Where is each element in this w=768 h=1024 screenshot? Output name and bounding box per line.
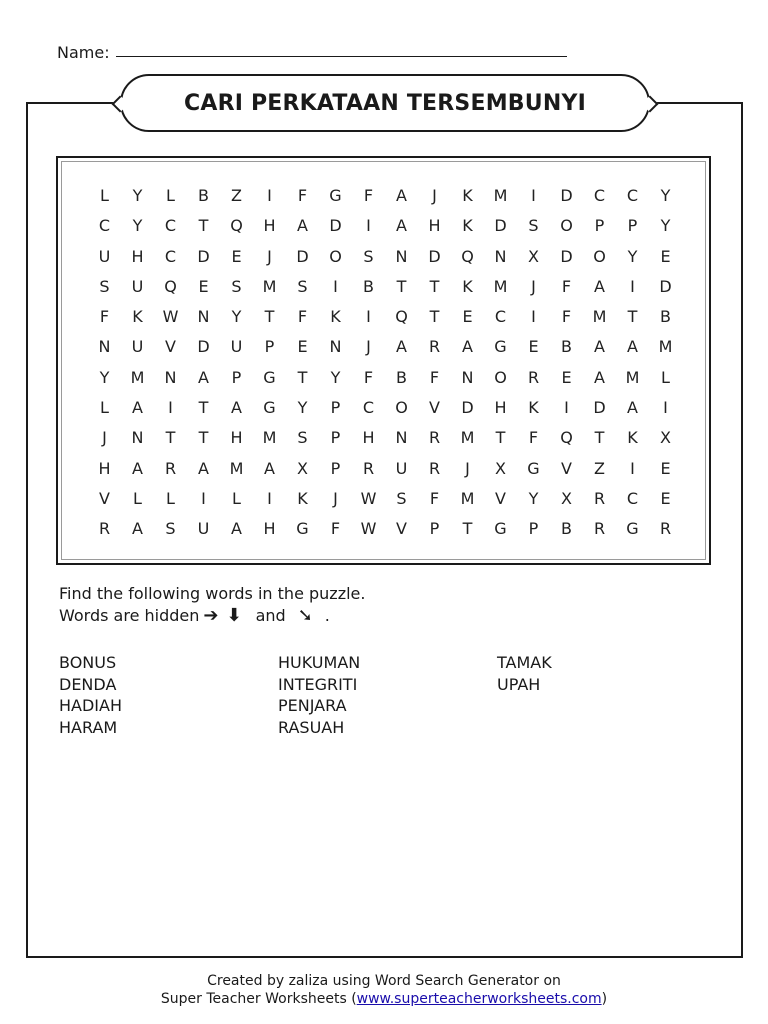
grid-letter: M xyxy=(592,307,607,327)
grid-letter: M xyxy=(262,428,277,448)
grid-letter: M xyxy=(229,458,244,478)
grid-letter: R xyxy=(593,488,606,508)
grid-letter: K xyxy=(132,307,143,327)
word-item: RASUAH xyxy=(278,717,345,737)
grid-letter: F xyxy=(429,488,440,508)
grid-letter: Y xyxy=(528,488,539,508)
grid-letter: I xyxy=(366,216,371,236)
grid-letter: T xyxy=(264,307,275,327)
word-item: HADIAH xyxy=(59,696,122,715)
word-item: PENJARA xyxy=(278,696,347,715)
grid-letter: D xyxy=(197,337,210,357)
footer xyxy=(0,972,768,1008)
grid-letter: H xyxy=(263,519,276,539)
grid-letter: L xyxy=(661,367,670,387)
footer-line-2 xyxy=(0,990,768,1008)
grid-letter: H xyxy=(131,246,144,266)
grid-letter: A xyxy=(594,367,605,387)
grid-letter: D xyxy=(461,398,474,418)
grid-letter: M xyxy=(493,276,508,296)
word-item: DENDA xyxy=(59,674,117,694)
grid-letter: Y xyxy=(627,246,638,266)
name-field-row xyxy=(57,38,567,62)
grid-letter: L xyxy=(232,488,241,508)
grid-letter: S xyxy=(297,276,308,296)
grid-letter: F xyxy=(561,307,572,327)
footer-link[interactable]: www.superteacherworksheets.com xyxy=(356,991,602,1007)
word-item: UPAH xyxy=(497,674,541,694)
grid-letter: E xyxy=(561,367,572,387)
grid-letter: M xyxy=(460,428,475,448)
grid-letter: F xyxy=(363,367,374,387)
grid-letter: S xyxy=(297,428,308,448)
grid-letter: G xyxy=(494,519,507,539)
grid-letter: F xyxy=(363,186,374,205)
grid-letter: I xyxy=(531,307,536,327)
grid-letter: X xyxy=(297,458,308,478)
grid-letter: A xyxy=(132,398,143,418)
grid-letter: A xyxy=(594,337,605,357)
grid-letter: H xyxy=(230,428,243,448)
grid-letter: E xyxy=(231,246,242,266)
grid-letter: I xyxy=(630,276,635,296)
grid-letter: G xyxy=(494,337,507,357)
word-item: HUKUMAN xyxy=(278,653,361,672)
arrow-down-icon: ⬇ xyxy=(226,605,242,626)
grid-letter: S xyxy=(99,276,110,296)
grid-letter: J xyxy=(465,458,470,478)
grid-letter: V xyxy=(99,488,110,508)
grid-letter: T xyxy=(429,276,440,296)
grid-letter: U xyxy=(230,337,243,357)
grid-letter: I xyxy=(168,398,173,418)
grid-letter: O xyxy=(494,367,507,387)
grid-letter: O xyxy=(329,246,342,266)
grid-letter: T xyxy=(198,428,209,448)
grid-letter: F xyxy=(561,276,572,296)
grid-letter: Q xyxy=(230,216,243,236)
name-label: Name: xyxy=(57,43,110,62)
grid-letter: K xyxy=(297,488,308,508)
grid-letter: S xyxy=(528,216,539,236)
grid-letter: R xyxy=(428,458,441,478)
grid-letter: E xyxy=(198,276,209,296)
grid-letter: D xyxy=(659,276,672,296)
grid-letter: I xyxy=(267,186,272,205)
grid-letter: C xyxy=(164,246,177,266)
grid-letter: T xyxy=(396,276,407,296)
grid-letter: K xyxy=(330,307,341,327)
grid-letter: I xyxy=(333,276,338,296)
grid-letter: T xyxy=(198,398,209,418)
grid-letter: A xyxy=(627,337,638,357)
grid-letter: I xyxy=(267,488,272,508)
grid-letter: F xyxy=(297,307,308,327)
grid-letter: A xyxy=(396,186,407,205)
grid-letter: M xyxy=(658,337,673,357)
word-column xyxy=(497,652,716,738)
grid-letter: D xyxy=(329,216,342,236)
page-title: CARI PERKATAAN TERSEMBUNYI xyxy=(184,90,586,116)
grid-letter: P xyxy=(627,216,638,236)
grid-letter: J xyxy=(102,428,107,448)
grid-letter: C xyxy=(626,186,639,205)
grid-letter: C xyxy=(98,216,111,236)
grid-letter: C xyxy=(362,398,375,418)
grid-letter: T xyxy=(297,367,308,387)
grid-letter: P xyxy=(330,398,341,418)
grid-letter: R xyxy=(98,519,111,539)
grid-letter: R xyxy=(659,519,672,539)
grid-letter: B xyxy=(561,519,572,539)
grid-letter: C xyxy=(164,216,177,236)
grid-letter: B xyxy=(363,276,374,296)
grid-letter: P xyxy=(330,428,341,448)
grid-letter: A xyxy=(198,458,209,478)
grid-letter: R xyxy=(362,458,375,478)
grid-letter: R xyxy=(593,519,606,539)
instructions-line-1: Find the following words in the puzzle. xyxy=(59,584,366,603)
frame-top-left xyxy=(26,102,122,104)
grid-letter: B xyxy=(660,307,671,327)
grid-letter: S xyxy=(165,519,176,539)
grid-letter: P xyxy=(429,519,440,539)
grid-letter: M xyxy=(625,367,640,387)
grid-letter: H xyxy=(494,398,507,418)
grid-letter: G xyxy=(263,367,276,387)
grid-letter: V xyxy=(495,488,506,508)
grid-letter: H xyxy=(362,428,375,448)
word-column xyxy=(59,652,278,738)
grid-letter: Q xyxy=(560,428,573,448)
grid-letter: L xyxy=(166,488,175,508)
grid-letter: N xyxy=(329,337,342,357)
instructions-and: and xyxy=(255,606,286,625)
grid-letter: S xyxy=(363,246,374,266)
frame-top-right xyxy=(648,102,743,104)
grid-letter: K xyxy=(528,398,539,418)
grid-letter: G xyxy=(527,458,540,478)
grid-letter: S xyxy=(231,276,242,296)
grid-letter: A xyxy=(462,337,473,357)
grid-letter: U xyxy=(131,337,144,357)
grid-letter: F xyxy=(297,186,308,205)
grid-letter: C xyxy=(593,186,606,205)
grid-letter: A xyxy=(297,216,308,236)
grid-letter: L xyxy=(100,186,109,205)
grid-letter: J xyxy=(267,246,272,266)
grid-letter: I xyxy=(564,398,569,418)
grid-letter: E xyxy=(528,337,539,357)
grid-letter: D xyxy=(428,246,441,266)
grid-letter: I xyxy=(531,186,536,205)
grid-letter: B xyxy=(396,367,407,387)
letter-grid xyxy=(88,181,682,545)
grid-letter: A xyxy=(231,519,242,539)
name-blank-line[interactable] xyxy=(116,55,567,57)
grid-letter: U xyxy=(395,458,408,478)
grid-letter: O xyxy=(395,398,408,418)
grid-letter: N xyxy=(197,307,210,327)
grid-letter: U xyxy=(197,519,210,539)
grid-letter: C xyxy=(626,488,639,508)
grid-letter: P xyxy=(330,458,341,478)
grid-letter: N xyxy=(461,367,474,387)
grid-letter: D xyxy=(197,246,210,266)
grid-letter: D xyxy=(560,186,573,205)
grid-letter: F xyxy=(330,519,341,539)
grid-letter: A xyxy=(132,519,143,539)
grid-letter: Y xyxy=(99,367,110,387)
grid-letter: R xyxy=(164,458,177,478)
grid-letter: A xyxy=(594,276,605,296)
grid-letter: E xyxy=(660,246,671,266)
grid-letter: F xyxy=(429,367,440,387)
grid-letter: C xyxy=(494,307,507,327)
grid-letter: R xyxy=(428,428,441,448)
grid-letter: B xyxy=(561,337,572,357)
grid-letter: J xyxy=(366,337,371,357)
grid-letter: X xyxy=(495,458,506,478)
grid-letter: Y xyxy=(330,367,341,387)
grid-letter: K xyxy=(462,276,473,296)
grid-letter: L xyxy=(133,488,142,508)
grid-letter: K xyxy=(462,186,473,205)
grid-letter: D xyxy=(494,216,507,236)
grid-letter: P xyxy=(264,337,275,357)
grid-letter: J xyxy=(432,186,437,205)
grid-letter: L xyxy=(166,186,175,205)
grid-letter: M xyxy=(493,186,508,205)
grid-letter: J xyxy=(531,276,536,296)
grid-letter: Q xyxy=(395,307,408,327)
grid-letter: L xyxy=(100,398,109,418)
grid-letter: E xyxy=(660,458,671,478)
grid-letter: H xyxy=(428,216,441,236)
grid-letter: T xyxy=(462,519,473,539)
grid-letter: H xyxy=(263,216,276,236)
grid-letter: Y xyxy=(132,216,143,236)
grid-letter: V xyxy=(396,519,407,539)
grid-letter: Y xyxy=(660,186,671,205)
grid-letter: E xyxy=(462,307,473,327)
grid-letter: I xyxy=(663,398,668,418)
instructions-period: . xyxy=(324,606,330,625)
footer-suffix: ) xyxy=(601,991,608,1007)
footer-prefix: Super Teacher Worksheets ( xyxy=(160,991,357,1007)
grid-letter: G xyxy=(296,519,309,539)
grid-letter: T xyxy=(627,307,638,327)
word-item: INTEGRITI xyxy=(278,674,358,694)
title-banner xyxy=(120,74,650,132)
word-item: BONUS xyxy=(59,653,117,672)
instructions-line-2 xyxy=(59,605,365,627)
grid-letter: P xyxy=(528,519,539,539)
grid-letter: Y xyxy=(297,398,308,418)
grid-letter: K xyxy=(627,428,638,448)
grid-letter: I xyxy=(630,458,635,478)
grid-letter: T xyxy=(165,428,176,448)
grid-letter: N xyxy=(395,428,408,448)
grid-letter: H xyxy=(98,458,111,478)
grid-letter: R xyxy=(527,367,540,387)
grid-letter: I xyxy=(201,488,206,508)
grid-letter: D xyxy=(560,246,573,266)
grid-letter: S xyxy=(396,488,407,508)
grid-letter: A xyxy=(132,458,143,478)
arrow-right-icon: ➔ xyxy=(203,605,219,626)
grid-letter: E xyxy=(660,488,671,508)
grid-letter: G xyxy=(263,398,276,418)
grid-letter: V xyxy=(165,337,176,357)
grid-letter: X xyxy=(660,428,671,448)
grid-letter: W xyxy=(360,519,377,539)
word-column xyxy=(278,652,497,738)
arrow-diagonal-icon: ➘ xyxy=(297,605,313,626)
grid-letter: P xyxy=(231,367,242,387)
word-item: TAMAK xyxy=(497,653,552,672)
grid-letter: D xyxy=(296,246,309,266)
grid-letter: F xyxy=(99,307,110,327)
grid-letter: T xyxy=(495,428,506,448)
grid-letter: A xyxy=(396,337,407,357)
grid-letter: T xyxy=(429,307,440,327)
grid-letter: O xyxy=(560,216,573,236)
grid-letter: A xyxy=(264,458,275,478)
grid-letter: I xyxy=(366,307,371,327)
word-list xyxy=(59,652,716,738)
grid-letter: Q xyxy=(461,246,474,266)
grid-letter: A xyxy=(396,216,407,236)
grid-letter: W xyxy=(162,307,179,327)
grid-letter: B xyxy=(198,186,209,205)
grid-letter: J xyxy=(333,488,338,508)
grid-letter: F xyxy=(528,428,539,448)
instructions-prefix: Words are hidden xyxy=(59,606,200,625)
grid-letter: E xyxy=(297,337,308,357)
grid-letter: R xyxy=(428,337,441,357)
grid-letter: G xyxy=(626,519,639,539)
grid-letter: V xyxy=(429,398,440,418)
grid-letter: Z xyxy=(231,186,242,205)
grid-letter: N xyxy=(395,246,408,266)
grid-letter: U xyxy=(131,276,144,296)
grid-letter: U xyxy=(98,246,111,266)
grid-letter: N xyxy=(164,367,177,387)
grid-letter: M xyxy=(262,276,277,296)
grid-letter: W xyxy=(360,488,377,508)
grid-letter: O xyxy=(593,246,606,266)
word-item: HARAM xyxy=(59,717,118,737)
grid-letter: P xyxy=(594,216,605,236)
grid-letter: T xyxy=(198,216,209,236)
grid-letter: X xyxy=(528,246,539,266)
grid-letter: Z xyxy=(594,458,605,478)
grid-letter: Q xyxy=(164,276,177,296)
grid-letter: A xyxy=(231,398,242,418)
grid-letter: T xyxy=(594,428,605,448)
grid-letter: Y xyxy=(231,307,242,327)
grid-letter: Y xyxy=(660,216,671,236)
grid-letter: Y xyxy=(132,186,143,205)
grid-letter: V xyxy=(561,458,572,478)
grid-letter: N xyxy=(494,246,507,266)
grid-letter: D xyxy=(593,398,606,418)
instructions xyxy=(59,583,365,627)
grid-letter: A xyxy=(627,398,638,418)
grid-letter: G xyxy=(329,186,342,205)
grid-letter: N xyxy=(98,337,111,357)
grid-letter: X xyxy=(561,488,572,508)
grid-letter: A xyxy=(198,367,209,387)
grid-letter: N xyxy=(131,428,144,448)
grid-letter: K xyxy=(462,216,473,236)
grid-letter: M xyxy=(460,488,475,508)
grid-letter: M xyxy=(130,367,145,387)
footer-line-1: Created by zaliza using Word Search Generator on xyxy=(207,973,561,989)
